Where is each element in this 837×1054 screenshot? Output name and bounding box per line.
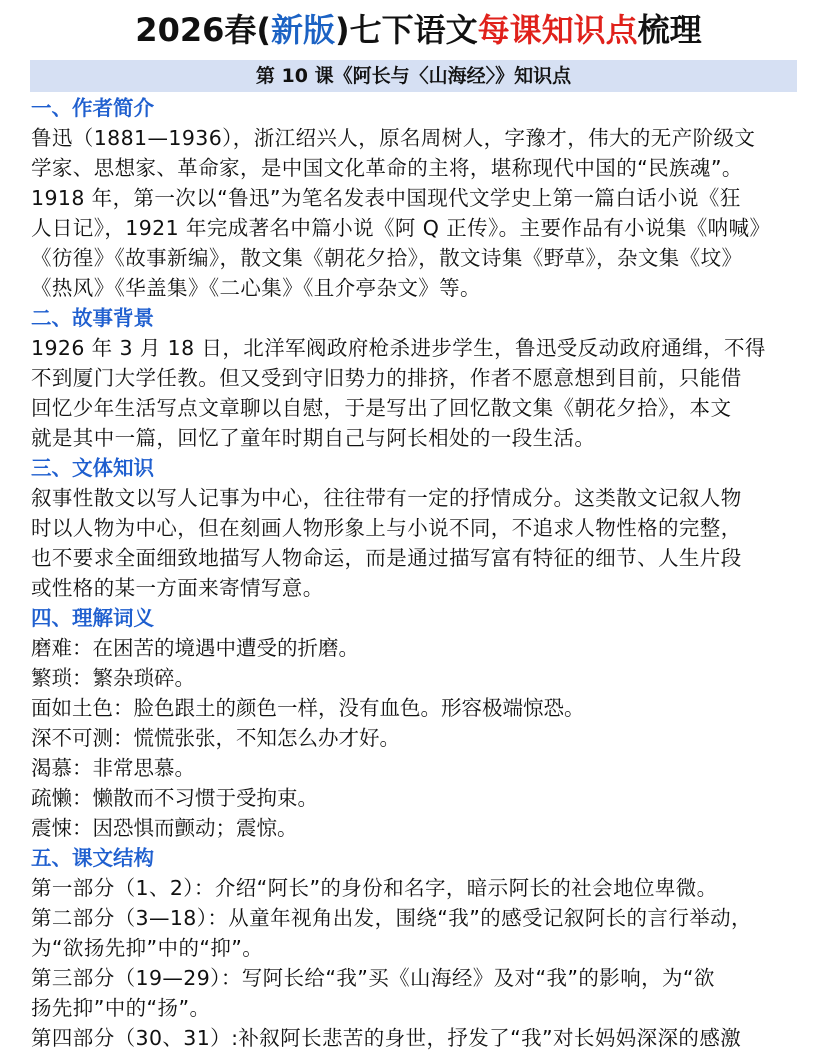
paragraph-line: 叙事性散文以写人记事为中心，往往带有一定的抒情成分。这类散文记叙人物 [31,486,742,510]
vocab-item: 深不可测：慌慌张张，不知怎么办才好。 [31,726,400,750]
vocab-item: 面如土色：脸色跟土的颜色一样，没有血色。形容极端惊恐。 [31,696,585,720]
paragraph-line: 《彷徨》《故事新编》，散文集《朝花夕拾》，散文诗集《野草》，杂文集《坟》 [31,246,743,270]
vocab-item: 疏懒：懒散而不习惯于受拘束。 [31,786,318,810]
paragraph-line: 也不要求全面细致地描写人物命运，而是通过描写富有特征的细节、人生片段 [31,546,742,570]
structure-line: 第一部分（1、2）：介绍“阿长”的身份和名字，暗示阿长的社会地位卑微。 [31,876,718,900]
vocab-item: 磨难：在困苦的境遇中遭受的折磨。 [31,636,359,660]
section-heading-genre: 三、文体知识 [31,456,154,480]
paragraph-line: 鲁迅（1881—1936），浙江绍兴人，原名周树人，字豫才，伟大的无产阶级文 [31,126,756,150]
page-title [0,8,837,52]
structure-line: 第三部分（19—29）：写阿长给“我”买《山海经》及对“我”的影响，为“欲 [31,966,715,990]
paragraph-line: 或性格的某一方面来寄情写意。 [31,576,324,600]
paragraph-line: 人日记》，1921 年完成著名中篇小说《阿 Q 正传》。主要作品有小说集《呐喊》 [31,216,771,240]
paragraph-line: 1918 年，第一次以“鲁迅”为笔名发表中国现代文学史上第一篇白话小说《狂 [31,186,741,210]
section-heading-structure: 五、课文结构 [31,846,154,870]
paragraph-line: 不到厦门大学任教。但又受到守旧势力的排挤，作者不愿意想到目前，只能借 [31,366,742,390]
content-body [31,93,807,1053]
title-highlight: 每课知识点 [477,11,638,49]
title-year-part: 2026春( [135,11,271,49]
structure-line: 第二部分（3—18）：从童年视角出发，围绕“我”的感受记叙阿长的言行举动， [31,906,752,930]
title-suffix: 梳理 [637,11,702,49]
lesson-title-bar: 第 10 课《阿长与〈山海经〉》知识点 [30,60,797,92]
paragraph-line: 学家、思想家、革命家，是中国文化革命的主将，堪称现代中国的“民族魂”。 [31,156,743,180]
title-grade-subject: )七下语文 [335,11,478,49]
paragraph-line: 1926 年 3 月 18 日，北洋军阀政府枪杀进步学生，鲁迅受反动政府通缉，不得 [31,336,766,360]
vocab-item: 繁琐：繁杂琐碎。 [31,666,195,690]
structure-line: 第四部分（30、31）:补叙阿长悲苦的身世，抒发了“我”对长妈妈深深的感激 [31,1026,742,1050]
structure-line: 为“欲扬先抑”中的“抑”。 [31,936,264,960]
paragraph-line: 就是其中一篇，回忆了童年时期自己与阿长相处的一段生活。 [31,426,596,450]
section-heading-background: 二、故事背景 [31,306,154,330]
paragraph-line: 时以人物为中心，但在刻画人物形象上与小说不同，不追求人物性格的完整， [31,516,742,540]
structure-line: 扬先抑”中的“扬”。 [31,996,211,1020]
title-new-edition: 新版 [271,11,336,49]
section-heading-author: 一、作者简介 [31,96,154,120]
paragraph-line: 回忆少年生活写点文章聊以自慰，于是写出了回忆散文集《朝花夕拾》，本文 [31,396,732,420]
paragraph-line: 《热风》《华盖集》《二心集》《且介亭杂文》等。 [31,276,481,300]
vocab-item: 渴慕：非常思慕。 [31,756,195,780]
vocab-item: 震悚：因恐惧而颤动；震惊。 [31,816,298,840]
section-heading-vocabulary: 四、理解词义 [31,606,154,630]
